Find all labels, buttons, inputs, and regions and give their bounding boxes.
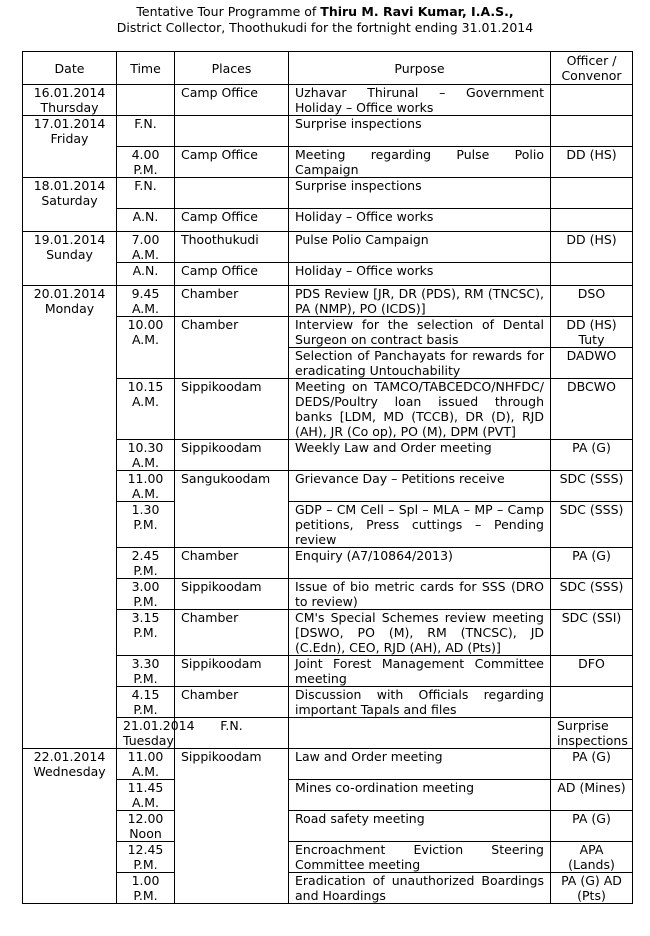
table-row xyxy=(23,286,633,317)
day-value: Tuesday xyxy=(123,733,174,748)
time-cell: 11.45 A.M. xyxy=(117,780,175,811)
place-cell: Chamber xyxy=(175,548,289,579)
title-name: Thiru M. Ravi Kumar, I.A.S., xyxy=(320,4,514,19)
purpose-cell: Holiday – Office works xyxy=(289,263,551,286)
time-cell: 1.00 P.M. xyxy=(117,873,175,904)
time-cell: 3.00 P.M. xyxy=(117,579,175,610)
header-row xyxy=(23,52,633,85)
officer-cell: DADWO xyxy=(551,348,633,379)
purpose-cell: Selection of Panchayats for rewards for eradicating Untouchability xyxy=(289,348,551,379)
purpose-cell: Enquiry (A7/10864/2013) xyxy=(289,548,551,579)
time-cell: 7.00 A.M. xyxy=(117,232,175,263)
officer-cell xyxy=(551,178,633,209)
day-value: Thursday xyxy=(40,100,99,115)
purpose-cell: Interview for the selection of Dental Surgeon on contract basis xyxy=(289,317,551,348)
date-cell xyxy=(23,178,117,232)
time-cell: F.N. xyxy=(117,116,175,147)
place-cell: Sippikoodam xyxy=(175,440,289,471)
officer-cell: AD (Mines) xyxy=(551,780,633,811)
purpose-cell: Eradication of unauthorized Boardings and Hoardings xyxy=(289,873,551,904)
time-cell: F.N. xyxy=(175,718,289,749)
time-cell: F.N. xyxy=(117,178,175,209)
place-cell: Camp Office xyxy=(175,209,289,232)
tour-programme-table xyxy=(22,51,633,904)
place-cell xyxy=(175,178,289,209)
date-cell xyxy=(23,85,117,116)
purpose-cell: Meeting regarding Pulse Polio Campaign xyxy=(289,147,551,178)
time-cell xyxy=(117,85,175,116)
title-subtitle: District Collector, Thoothukudi for the fortnight ending 31.01.2014 xyxy=(116,20,534,35)
table-row xyxy=(23,85,633,116)
time-cell: 12.45 P.M. xyxy=(117,842,175,873)
date-cell xyxy=(23,232,117,286)
date-value: 21.01.2014 xyxy=(123,718,195,733)
purpose-cell: Issue of bio metric cards for SSS (DRO to review) xyxy=(289,579,551,610)
place-cell: Chamber xyxy=(175,687,289,718)
time-cell: 12.00 Noon xyxy=(117,811,175,842)
place-cell: Chamber xyxy=(175,286,289,317)
officer-cell: APA (Lands) xyxy=(551,842,633,873)
purpose-cell: PDS Review [JR, DR (PDS), RM (TNCSC), PA (NMP), PO (ICDS)] xyxy=(289,286,551,317)
time-cell: 4.15 P.M. xyxy=(117,687,175,718)
purpose-cell: Encroachment Eviction Steering Committee meeting xyxy=(289,842,551,873)
officer-cell: DD (HS) Tuty xyxy=(551,317,633,348)
place-cell: Sippikoodam xyxy=(175,379,289,440)
time-cell: 9.45 A.M. xyxy=(117,286,175,317)
place-cell xyxy=(175,116,289,147)
purpose-cell: Mines co-ordination meeting xyxy=(289,780,551,811)
purpose-cell: Meeting on TAMCO/TABCEDCO/NHFDC/ DEDS/Poultry loan issued through banks [LDM, MD (TCCB), DR (D), RJD (AH), JR (Co op), PO (M), DPM (PVT] xyxy=(289,379,551,440)
officer-cell xyxy=(551,116,633,147)
time-cell: 2.45 P.M. xyxy=(117,548,175,579)
date-value: 17.01.2014 xyxy=(33,116,106,131)
day-value: Friday xyxy=(50,131,89,146)
officer-cell: PA (G) xyxy=(551,749,633,780)
purpose-cell: Pulse Polio Campaign xyxy=(289,232,551,263)
place-cell: Camp Office xyxy=(175,263,289,286)
officer-cell: DD (HS) xyxy=(551,232,633,263)
header-time: Time xyxy=(117,52,175,85)
officer-cell: PA (G) xyxy=(551,440,633,471)
date-value: 16.01.2014 xyxy=(33,85,106,100)
date-cell xyxy=(23,286,117,749)
place-cell: Chamber xyxy=(175,317,289,379)
table-row xyxy=(23,749,633,780)
time-cell: 11.00 A.M. xyxy=(117,749,175,780)
purpose-cell: Surprise inspections xyxy=(551,718,633,749)
officer-cell: DFO xyxy=(551,656,633,687)
purpose-cell: Uzhavar Thirunal – Government Holiday – Office works xyxy=(289,85,551,116)
time-cell: 3.15 P.M. xyxy=(117,610,175,656)
date-cell xyxy=(23,116,117,178)
purpose-cell: GDP – CM Cell – Spl – MLA – MP – Camp petitions, Press cuttings – Pending review xyxy=(289,502,551,548)
time-cell: 1.30 P.M. xyxy=(117,502,175,548)
header-date: Date xyxy=(23,52,117,85)
date-value: 19.01.2014 xyxy=(33,232,106,247)
date-value: 18.01.2014 xyxy=(33,178,106,193)
day-value: Sunday xyxy=(46,247,93,262)
purpose-cell: Road safety meeting xyxy=(289,811,551,842)
table-row xyxy=(23,232,633,263)
day-value: Monday xyxy=(44,301,95,316)
document-title xyxy=(0,4,650,36)
time-cell: 11.00 A.M. xyxy=(117,471,175,502)
officer-cell: PA (G) AD (Pts) xyxy=(551,873,633,904)
day-value: Saturday xyxy=(41,193,98,208)
time-cell: 3.30 P.M. xyxy=(117,656,175,687)
officer-cell: DBCWO xyxy=(551,379,633,440)
date-cell xyxy=(23,749,117,904)
place-cell: Camp Office xyxy=(175,147,289,178)
officer-cell: SDC (SSI) xyxy=(551,610,633,656)
place-cell: Chamber xyxy=(175,610,289,656)
place-cell: Sippikoodam xyxy=(175,749,289,904)
table-row xyxy=(23,116,633,147)
header-purpose: Purpose xyxy=(289,52,551,85)
time-cell: A.N. xyxy=(117,209,175,232)
time-cell: 10.00 A.M. xyxy=(117,317,175,379)
purpose-cell: Surprise inspections xyxy=(289,178,551,209)
officer-cell xyxy=(551,85,633,116)
officer-cell: SDC (SSS) xyxy=(551,471,633,502)
purpose-cell: Weekly Law and Order meeting xyxy=(289,440,551,471)
date-cell xyxy=(117,718,195,749)
purpose-cell: Joint Forest Management Committee meeting xyxy=(289,656,551,687)
purpose-cell: Law and Order meeting xyxy=(289,749,551,780)
time-cell: 10.30 A.M. xyxy=(117,440,175,471)
purpose-cell: Grievance Day – Petitions receive xyxy=(289,471,551,502)
place-cell xyxy=(289,718,551,749)
officer-cell xyxy=(551,263,633,286)
officer-cell xyxy=(551,687,633,718)
officer-cell xyxy=(551,209,633,232)
purpose-cell: Discussion with Officials regarding important Tapals and files xyxy=(289,687,551,718)
header-officer: Officer / Convenor xyxy=(551,52,633,85)
date-value: 22.01.2014 xyxy=(33,749,106,764)
place-cell: Sangukoodam xyxy=(175,471,289,548)
officer-cell: DD (HS) xyxy=(551,147,633,178)
day-value: Wednesday xyxy=(33,764,106,779)
place-cell: Thoothukudi xyxy=(175,232,289,263)
officer-cell: PA (G) xyxy=(551,811,633,842)
purpose-cell: Surprise inspections xyxy=(289,116,551,147)
time-cell: 4.00 P.M. xyxy=(117,147,175,178)
time-cell: 10.15 A.M. xyxy=(117,379,175,440)
purpose-cell: Holiday – Office works xyxy=(289,209,551,232)
place-cell: Sippikoodam xyxy=(175,579,289,610)
place-cell: Sippikoodam xyxy=(175,656,289,687)
officer-cell: PA (G) xyxy=(551,548,633,579)
date-value: 20.01.2014 xyxy=(33,286,106,301)
time-cell: A.N. xyxy=(117,263,175,286)
header-places: Places xyxy=(175,52,289,85)
title-prefix: Tentative Tour Programme of xyxy=(136,4,321,19)
officer-cell: SDC (SSS) xyxy=(551,579,633,610)
place-cell: Camp Office xyxy=(175,85,289,116)
officer-cell: SDC (SSS) xyxy=(551,502,633,548)
officer-cell: DSO xyxy=(551,286,633,317)
table-row xyxy=(23,178,633,209)
purpose-cell: CM's Special Schemes review meeting [DSWO, PO (M), RM (TNCSC), JD (C.Edn), CEO, RJD (AH), AD (Pts)] xyxy=(289,610,551,656)
